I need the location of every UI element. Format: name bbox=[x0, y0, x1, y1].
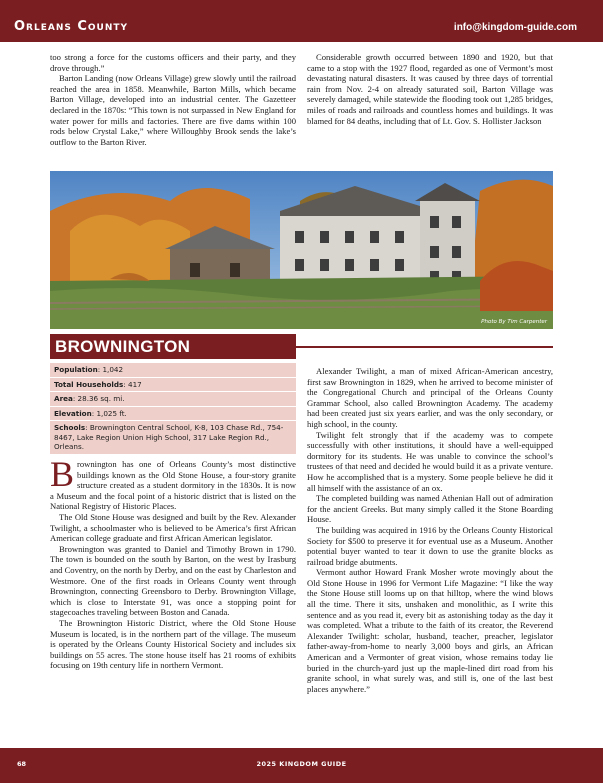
fact-box bbox=[50, 363, 296, 455]
paragraph: Twilight felt strongly that if the academy was to compete successfully with other institutions, it should have a well-equipped dormitory for its students. He was unable to convince the school’s trustees of that need and decided he would build it as a private venture. How he accomplished that is a mystery. Some people believe he did it all himself with the assistance of an ox. bbox=[307, 429, 553, 493]
footer-bar bbox=[0, 748, 603, 783]
lead-paragraph bbox=[50, 454, 296, 512]
fact-label: Elevation bbox=[54, 408, 92, 418]
top-left-column bbox=[50, 52, 296, 147]
paragraph: The completed building was named Athenian Hall out of admiration for the ancient Greeks. But many simply called it the Stone Boarding House. bbox=[307, 493, 553, 525]
fact-schools bbox=[50, 421, 296, 455]
publication-title: 2025 KINGDOM GUIDE bbox=[256, 760, 347, 768]
fact-value: : 417 bbox=[123, 379, 142, 389]
section-title: BROWNINGTON bbox=[55, 337, 191, 356]
fact-value: : Brownington Central School, K-8, 103 Chase Rd., 754-8467, Lake Region Union High School, 317 Lake Region Rd., Orleans. bbox=[54, 423, 284, 451]
paragraph: The Brownington Historic District, where the Old Stone House Museum is located, is in the northern part of the village. The museum is operated by the Orleans County Historical Society and includes six buildings on 55 acres. The stone house itself has 21 rooms of exhibits focusing on 19th century life in northern Vermont. bbox=[50, 617, 296, 671]
drop-cap: B bbox=[50, 454, 75, 494]
section-rule bbox=[296, 346, 553, 348]
fact-value: : 1,042 bbox=[97, 365, 124, 374]
fact-value: : 28.36 sq. mi. bbox=[72, 394, 125, 403]
fact-value: : 1,025 ft. bbox=[91, 408, 127, 418]
top-right-column bbox=[307, 52, 553, 126]
photo-credit: Photo By Tim Carpenter bbox=[481, 319, 547, 325]
header-bar bbox=[0, 0, 603, 42]
paragraph: Vermont author Howard Frank Mosher wrote movingly about the Old Stone House in 1996 for Vermont Life Magazine: “I like the way the Stone House still looms up on that hilltop, where the wind blows all the time. There it sits, unshaken and monolithic, as I write this sentence and as you read it, every bit as astonishing today as the day it was completed. What a tribute to the faith of its creator, the Reverend Alexander Twilight: scholar, husband, teacher, preacher, legislator father-away-from-home to nearly 3,000 boys and girls, an African American and a Vermonter of great vision, whose remains today lie buried in the church-yard just up the maple-lined dirt road from his granite school, in what surely was, and still is, one of the last best places anywhere.” bbox=[307, 567, 553, 694]
fact-elevation bbox=[50, 407, 296, 422]
contact-email[interactable]: info@kingdom-guide.com bbox=[453, 22, 577, 33]
paragraph: Brownington was granted to Daniel and Timothy Brown in 1790. The town is bounded on the south by Barton, on the west by Irasburg and Coventry, on the north by Derby, and on the east by Charleston and Westmore. One of the first roads in Orleans County went through Brownington, connecting Greensboro to Derby. Brownington Village, which is close to Interstate 91, was once a stopping point for stagecoaches traveling between Boston and Canada. bbox=[50, 543, 296, 618]
fact-label: Total Households bbox=[54, 379, 124, 389]
old-stone-house-photo bbox=[50, 171, 553, 329]
fact-area bbox=[50, 392, 296, 407]
lead-text: rownington has one of Orleans County’s most distinctive buildings known as the Old Stone House, a four-story granite structure created as a student dormitory in the 1830s. It is now a Museum and the focal point of a historic district that is listed on the National Registry of Historic Places. bbox=[50, 459, 296, 512]
page-number: 68 bbox=[17, 760, 27, 768]
brownington-right-column bbox=[307, 366, 553, 694]
brownington-left-column bbox=[50, 454, 296, 671]
fact-population bbox=[50, 363, 296, 378]
paragraph: too strong a force for the customs officers and their party, and they drove through.” bbox=[50, 52, 296, 73]
section-heading-bar bbox=[50, 334, 296, 359]
paragraph: Barton Landing (now Orleans Village) grew slowly until the railroad reached the area in 1858. Meanwhile, Barton Mills, which became Barton Village, developed into an industrial center. The Gazetteer declared in the 1870s: “This town is not surpassed in New England for water power for mills and factories. There are five dams within 100 rods below Crystal Lake,” where Willoughby Brook sends the lake’s outflow to the Barton River. bbox=[50, 73, 296, 147]
paragraph: The Old Stone House was designed and built by the Rev. Alexander Twilight, a schoolmaster who is believed to be America’s first African American college graduate and first African American legislator. bbox=[50, 511, 296, 544]
fact-label: Population bbox=[54, 365, 98, 374]
fact-label: Area bbox=[54, 394, 73, 403]
county-title: Orleans County bbox=[14, 19, 129, 34]
fact-households bbox=[50, 378, 296, 393]
paragraph: The building was acquired in 1916 by the Orleans County Historical Society for $500 to preserve it for eventual use as a Museum. Another potential buyer wanted to tear it down to use the granite blocks as railroad bridge abutments. bbox=[307, 524, 553, 567]
paragraph: Considerable growth occurred between 1890 and 1920, but that came to a stop with the 1927 flood, regarded as one of Vermont’s most devastating natural disasters. It was caused by three days of torrential rain from Nov. 2-4 on already saturated soil, Barton Village was severely damaged, while statewide the flooding took out 1,285 bridges, miles of roads and railroads and countless homes and buildings. It was blamed for 84 deaths, including that of Lt. Gov. S. Hollister Jackson bbox=[307, 52, 553, 126]
fact-label: Schools bbox=[54, 423, 86, 432]
paragraph: Alexander Twilight, a man of mixed African-American ancestry, first saw Brownington in 1829, when he arrived to become minister of the Congregational Church and principal of the Orleans County Grammar School, also called Brownington Academy. The academy had been created just six years earlier, and was the only secondary, or high school, in the county. bbox=[307, 366, 553, 429]
